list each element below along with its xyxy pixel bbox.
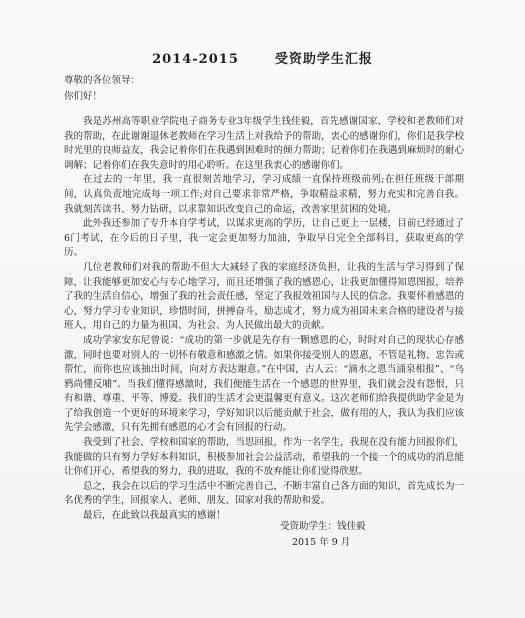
signature-date: 2015 年 9 月 — [292, 537, 351, 548]
title-year: 2014-2015 — [152, 52, 239, 67]
paragraph: 我受到了社会、学校和国家的帮助，当思回报，作为一名学生，我现在没有能力回报你们，我能做的只有努力学好本科知识，积极参加社会公益活动，希望我的一个接一个的成功的消息能让你们开心，希望我的努力，我的进取，我的不放弃能让你们觉得欣慰。 — [64, 437, 464, 478]
title-text: 受资助学生汇报 — [274, 52, 373, 67]
letter-title — [0, 48, 525, 67]
paragraph: 我是苏州高等职业学院电子商务专业3年级学生钱佳毅，首先感谢国家、学校和老教师们对我的帮助，在此谢谢退休老教师在学习生活上对我给予的帮助，衷心的感谢你们，你们是我学校时光里的良师益友，我会记着你们在我遇到困难时的倾力帮助；记着你们在我遇到麻烦时的耐心调解；记着你们在我失意时的用心聆听。在这里我衷心的感谢你们。 — [64, 116, 464, 171]
paragraph: 几位老教师们对我的帮助不但大大减轻了我的家庭经济负担，让我的生活与学习得到了保障，让我能够更加安心与专心地学习，而且还增强了我的感恩心，让我更加懂得知恩图报，培养了我的生活自信心，增强了我的社会责任感，坚定了我报效祖国与人民的信念。我要怀着感恩的心，努力学习专业知识，珍惜时间，拼搏奋斗，励志成才，努力成为祖国未来合格的建设者与接班人，用自己的力量为祖国、为社会、为人民做出最大的贡献。 — [64, 261, 464, 332]
signature-name: 钱佳毅 — [337, 521, 366, 532]
paragraph: 最后，在此致以我最真实的感谢！ — [83, 510, 226, 522]
salutation-line-2: 你们好！ — [64, 91, 103, 102]
signature-line — [280, 518, 366, 532]
paragraph: 此外我还参加了专升本自学考试，以谋求更高的学历，让自己更上一层楼，目前已经通过了6门考试，在今后的日子里，我一定会更加努力加油，争取早日完全全部科目，获取更高的学历。 — [64, 218, 464, 259]
salutation-line-1: 尊敬的各位领导： — [64, 75, 141, 86]
paragraph: 总之，我会在以后的学习生活中不断完善自己，不断丰富自己各方面的知识，首先成长为一名优秀的学生，回报家人、老师、朋友、国家对我的帮助和爱。 — [64, 480, 464, 507]
letter-body — [64, 115, 464, 524]
signature-label: 受资助学生： — [280, 521, 338, 532]
paragraph: 在过去的一年里，我一直很刻苦地学习，学习成绩一直保持班级前列;在担任班级干部期间，认真负责地完成每一项工作;对自己要求非常严格，争取精益求精，努力充实和完善自我。我就刻苦读书、努力钻研，以求靠知识改变自己的命运，改善家里贫困的处境。 — [64, 174, 464, 215]
paragraph: 成功学家安东尼曾说：“成功的第一步就是先存有一颗感恩的心，时时对自己的现状心存感激，同时也要对别人的一切怀有敬意和感激之情。如果你接受别人的恩惠，不管是礼物、忠告或帮忙，而你也应该抽出时间，向对方表达谢意。”在中国，古人云：“滴水之恩当涌泉相报”、“乌鸦尚懂反哺”。当我们懂得感激时，我们便能生活在一个感恩的世界里，我们就会没有怨恨，只有和谐、尊重、平等、博爱。我们的生活才会更温馨更有意义。这次老师们给我提供助学金是为了给我创造一个更好的环境来学习，学好知识以后能贡献于社会，做有用的人，我认为我们应该先学会感激，只有先拥有感恩的心才会有回报的行动。 — [64, 334, 464, 434]
